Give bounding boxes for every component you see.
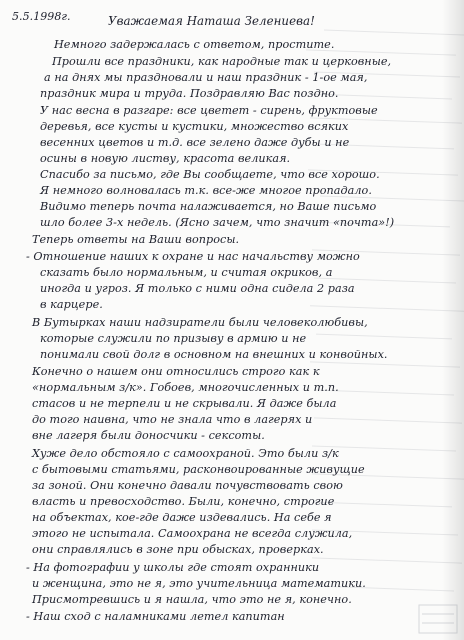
letter-line: иногда и угроз. Я только с ними одна сидела 2 раза xyxy=(40,282,355,295)
letter-line: понимали свой долг в основном на внешних и конвойных. xyxy=(40,348,388,361)
letter-line: шло более 3-х недель. (Ясно зачем, что значит «почта»!) xyxy=(40,216,395,229)
letter-line: праздник мира и труда. Поздравляю Вас поздно. xyxy=(40,87,339,100)
archive-stamp xyxy=(418,604,458,634)
letter-line: весенних цветов и т.д. все зелено даже дубы и не xyxy=(40,136,350,149)
letter-line: В Бутырках наши надзиратели были человеколюбивы, xyxy=(32,316,368,329)
letter-line: с бытовыми статьями, расконвоированные живущие xyxy=(32,463,365,476)
letter-line: которые служили по призыву в армию и не xyxy=(40,332,307,345)
letter-line: и женщина, это не я, это учительница математики. xyxy=(32,577,366,590)
letter-line: Спасибо за письмо, где Вы сообщаете, что все хорошо. xyxy=(40,168,380,181)
letter-line: Я немного волновалась т.к. все-же многое пропадало. xyxy=(40,184,372,197)
letter-line: Конечно о нашем они относились строго как к xyxy=(32,365,320,378)
letter-line: деревья, все кусты и кустики, множество всяких xyxy=(40,120,349,133)
letter-line: а на днях мы праздновали и наш праздник - 1-ое мая, xyxy=(44,71,368,84)
letter-line: до того наивна, что не знала что в лагерях и xyxy=(32,413,313,426)
letter-line: осины в новую листву, красота великая. xyxy=(40,152,291,165)
letter-line: на объектах, кое-где даже издевались. На себе я xyxy=(32,511,332,524)
page-edge-shadow xyxy=(442,0,464,640)
letter-line: У нас весна в разгаре: все цветет - сирень, фруктовые xyxy=(40,104,378,117)
letter-line: Прошли все праздники, как народные так и церковные, xyxy=(52,55,392,68)
letter-line: Теперь ответы на Ваши вопросы. xyxy=(32,233,240,246)
letter-line: стасов и не терпели и не скрывали. Я даже была xyxy=(32,397,337,410)
letter-line: Немного задержалась с ответом, простите. xyxy=(54,38,335,51)
letter-line: «нормальным з/к». Гобоев, многочисленных и т.п. xyxy=(32,381,339,394)
letter-line: Хуже дело обстояло с самоохраной. Это были з/к xyxy=(32,447,339,460)
letter-date: 5.5.1998г. xyxy=(12,10,71,23)
letter-line: этого не испытала. Самоохрана не всегда служила, xyxy=(32,527,353,540)
letter-line: власть и превосходство. Были, конечно, строгие xyxy=(32,495,335,508)
letter-line: в карцере. xyxy=(40,298,103,311)
letter-line: сказать было нормальным, и считая окриков, а xyxy=(40,266,333,279)
letter-line: - Отношение наших к охране и нас начальству можно xyxy=(26,250,360,263)
letter-line: - Наш сход с наламниками летел капитан xyxy=(26,610,285,623)
letter-line: вне лагеря были доносчики - сексоты. xyxy=(32,429,265,442)
letter-line: - На фотографии у школы где стоят охранники xyxy=(26,561,320,574)
letter-line: Присмотревшись и я нашла, что это не я, конечно. xyxy=(32,593,352,606)
letter-salutation: Уважаемая Наташа Зелениева! xyxy=(108,14,315,28)
letter-line: Видимо теперь почта налаживается, но Ваше письмо xyxy=(40,200,377,213)
letter-line: за зоной. Они конечно давали почувствовать свою xyxy=(32,479,343,492)
letter-line: они справлялись в зоне при обысках, проверках. xyxy=(32,543,324,556)
